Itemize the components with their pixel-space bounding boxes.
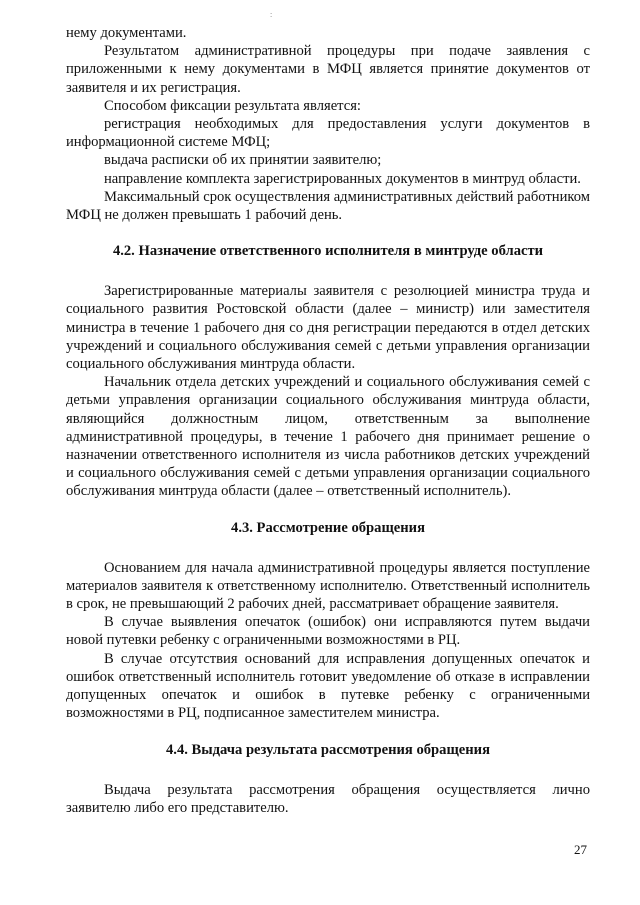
scan-mark: :: [270, 10, 273, 19]
document-page: [66, 24, 590, 817]
paragraph-result: Результатом административной процедуры при подаче заявления с приложенными к нему документами в МФЦ является принятие документов от заявителя и их регистрация.: [66, 43, 590, 96]
paragraph-receipt: выдача расписки об их принятии заявителю;: [104, 152, 382, 169]
paragraph-forwarding: направление комплекта зарегистрированных документов в минтруд области.: [104, 170, 581, 187]
paragraph-fixation-method: Способом фиксации результата является:: [104, 97, 361, 114]
section-heading-4-4: 4.4. Выдача результата рассмотрения обращения: [166, 741, 490, 758]
paragraph-4-2-2: Начальник отдела детских учреждений и социального обслуживания семей с детьми управления организации социального обслуживания минтруда области, являющийся должностным лицом, ответственным за выполнение административной процедуры, в течение 1 рабочего дня принимает решение о назначении ответственного исполнителя из числа работников детских учреждений и социального обслуживания семей с детьми управления организации социального обслуживания минтруда области (далее – ответственный исполнитель).: [66, 374, 590, 500]
section-heading-4-3: 4.3. Рассмотрение обращения: [231, 519, 425, 536]
paragraph-4-3-1: Основанием для начала административной процедуры является поступление материалов заявителя к ответственному исполнителю. Ответственный исполнитель в срок, не превышающий 2 рабочих дней, рассматривает обращение заявителя.: [66, 559, 590, 613]
paragraph-continuation: нему документами.: [66, 25, 187, 41]
paragraph-4-2-1: Зарегистрированные материалы заявителя с резолюцией министра труда и социального развития Ростовской области (далее – министр) или заместителя министра в течение 1 рабочего дня со дня регистрации передаются в отдел детских учреждений и социального обслуживания семей с детьми управления организации социального обслуживания минтруда области.: [66, 283, 590, 373]
paragraph-4-4-1: Выдача результата рассмотрения обращения осуществляется лично заявителю либо его представителю.: [66, 781, 590, 816]
paragraph-4-3-2: В случае выявления опечаток (ошибок) они исправляются путем выдачи новой путевки ребенку с ограниченными возможностями в РЦ.: [66, 614, 590, 649]
paragraph-registration: регистрация необходимых для предоставления услуги документов в информационной системе МФЦ;: [66, 116, 590, 151]
section-heading-4-2: 4.2. Назначение ответственного исполнителя в минтруде области: [112, 243, 544, 260]
paragraph-4-3-3: В случае отсутствия оснований для исправления допущенных опечаток и ошибок ответственный исполнитель готовит уведомление об отказе в исправлении допущенных опечаток и ошибок в путевке ребенку с ограниченными возможностями в РЦ, подписанное заместителем министра.: [66, 650, 590, 722]
page-number: 27: [574, 842, 587, 857]
paragraph-max-term: Максимальный срок осуществления административных действий работником МФЦ не должен превышать 1 рабочий день.: [66, 188, 590, 224]
